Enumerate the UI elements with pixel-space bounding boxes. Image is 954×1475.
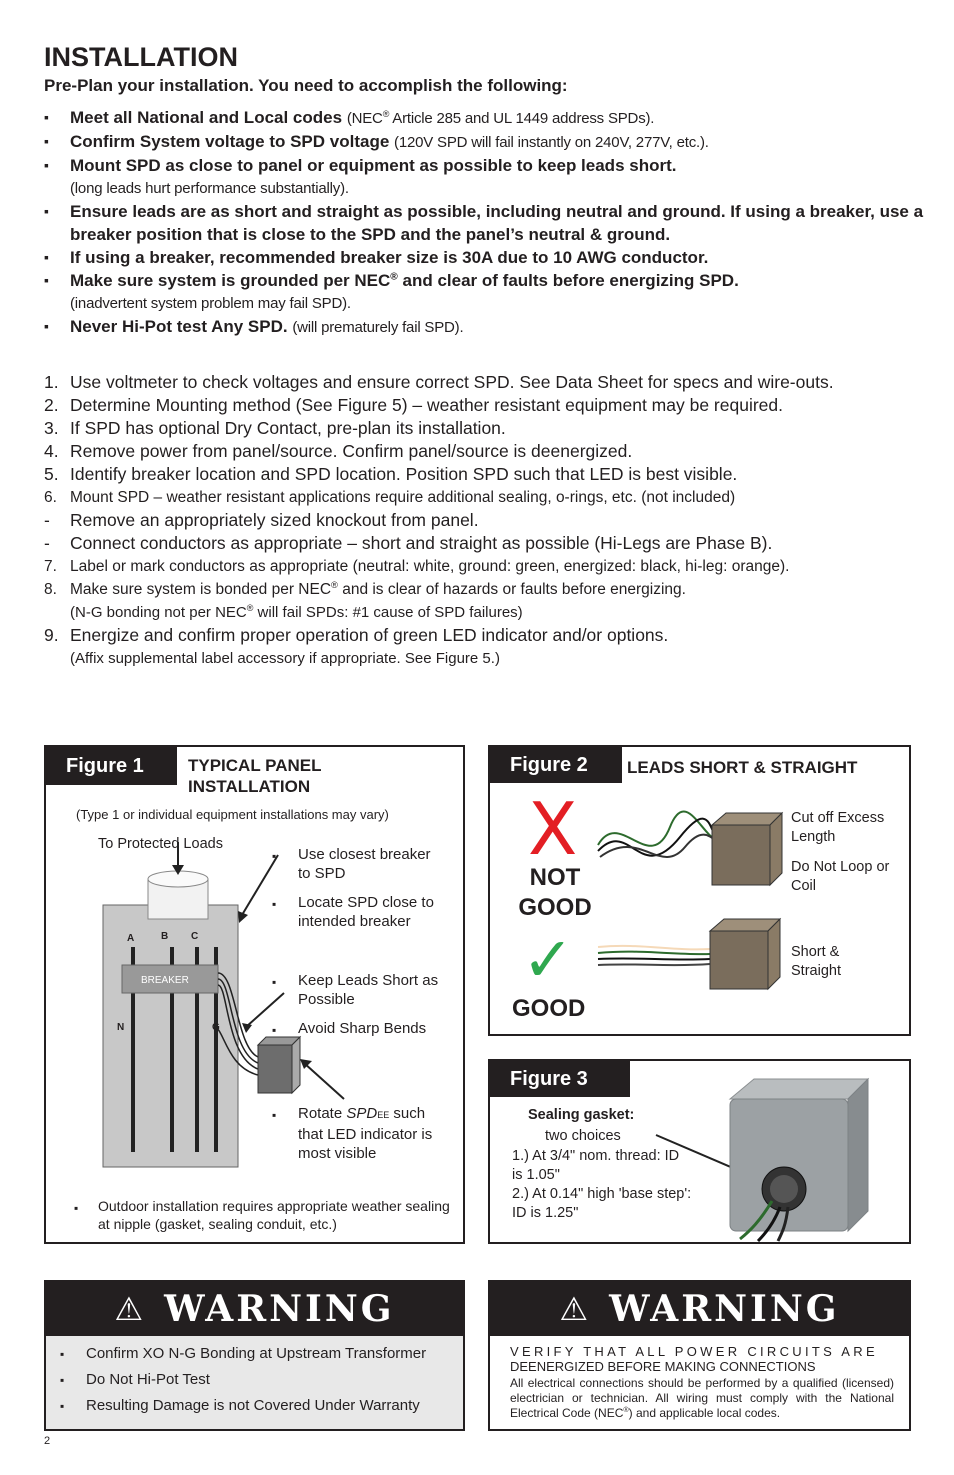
list-item: ▪ Never Hi-Pot test Any SPD. (will prematurely fail SPD). [44,317,464,336]
good-check-icon: ✓ [522,923,574,996]
warning-bar-right: ⚠ WARNING [490,1282,909,1336]
warning-box-left [44,1280,465,1431]
warning-box-right [488,1280,911,1431]
page-number: 2 [44,1435,51,1447]
loads-label: To Protected Loads [98,836,223,852]
figure-2-tab: Figure 2 [490,747,622,783]
step-item: 2. Determine Mounting method (See Figure 5) – weather resistant equipment may be required. [44,395,784,415]
tip-locate-spd: ▪ Locate SPD close to intended breaker [272,894,434,930]
breaker-label: BREAKER [141,975,189,986]
step-item: 5. Identify breaker location and SPD location. Position SPD such that LED is best visible. [44,464,738,484]
gasket-choice-1: 1.) At 3/4" nom. thread: ID is 1.05" [512,1148,680,1183]
list-item: ▪ Ensure leads are as short and straight as possible, including neutral and ground. If using a breaker, use a breaker position that is close to the SPD and the panel’s neutral & ground. [44,202,924,244]
figure-1-panel [44,745,465,1244]
figure-2-panel [488,745,911,1036]
step-item: 3. If SPD has optional Dry Contact, pre-plan its installation. [44,418,506,438]
spd-photo [490,1061,909,1242]
step-item: - Connect conductors as appropriate – short and straight as possible (Hi-Legs are Phase B). [44,533,773,553]
page-title: INSTALLATION [44,42,238,72]
phase-label-b: B [161,931,169,942]
tip-closest-breaker: ▪ Use closest breaker to SPD [272,846,431,882]
good-label: GOOD [512,995,586,1022]
warning-body: All electrical connections should be performed by a qualified (licensed) electrician or technician. All wiring must comply with the National Electrical Code (NEC®) and applicable local codes. [510,1376,894,1420]
phase-label-a: A [127,933,135,944]
not-good-x-icon: X [528,787,578,871]
neutral-label: N [117,1022,125,1033]
warning-deenergized-line: DEENERGIZED BEFORE MAKING CONNECTIONS [510,1359,816,1374]
tip-rotate-spd: ▪ Rotate SPDEE such that LED indicator is most visible [272,1105,433,1162]
list-item: ▪ If using a breaker, recommended breaker size is 30A due to 10 AWG conductor. [44,248,709,267]
step-item: 8. Make sure system is bonded per NEC® and is clear of hazards or faults before energizing. (N-G bonding not per NEC® will fail SPDs: #1 cause of SPD failures) [44,579,686,621]
not-good-label: NOT GOOD [518,864,592,921]
step-item: - Remove an appropriately sized knockout from panel. [44,510,479,530]
figure-2-heading: LEADS SHORT & STRAIGHT [627,758,858,777]
gasket-subtitle: two choices [545,1128,621,1144]
step-item: 9. Energize and confirm proper operation of green LED indicator and/or options. (Affix supplemental label accessory if appropriate. See Figure 5.) [44,625,669,667]
list-item: ▪ Confirm System voltage to SPD voltage (120V SPD will fail instantly on 240V, 277V, etc.). [44,132,709,151]
figure-3-panel [488,1059,911,1244]
gasket-title: Sealing gasket: [528,1107,635,1123]
no-loop-label: Do Not Loop or Coil [791,859,890,894]
tip-sharp-bends: ▪ Avoid Sharp Bends [272,1020,427,1037]
tip-leads-short: ▪ Keep Leads Short as Possible [272,972,439,1008]
list-item: ▪ Mount SPD as close to panel or equipment as possible to keep leads short. (long leads hurt performance substantially). [44,156,677,197]
gasket-choice-2: 2.) At 0.14" high 'base step': ID is 1.25" [512,1186,692,1221]
requirements-list [44,106,924,339]
step-item: 7. Label or mark conductors as appropriate (neutral: white, ground: green, energized: black, hi-leg: orange). [44,558,790,575]
warning-icon: ⚠ [559,1290,592,1328]
warning-item: ▪ Do Not Hi-Pot Test [60,1371,210,1388]
cut-off-label: Cut off Excess Length [791,810,885,845]
figure-1-tab: Figure 1 [46,747,177,785]
warning-verify-line: VERIFY THAT ALL POWER CIRCUITS ARE [510,1344,878,1359]
warning-bar-left: ⚠ WARNING [46,1282,463,1336]
steps-list [44,371,934,670]
figure-1-note: (Type 1 or individual equipment installations may vary) [76,807,389,822]
list-item: ▪ Make sure system is grounded per NEC® and clear of faults before energizing SPD. (inadvertent system problem may fail SPD). [44,271,739,312]
step-item: 1. Use voltmeter to check voltages and ensure correct SPD. See Data Sheet for specs and wire-outs. [44,372,834,392]
list-item: ▪ Meet all National and Local codes (NEC® Article 285 and UL 1449 address SPDs). [44,108,655,127]
figure-1-heading: TYPICAL PANEL INSTALLATION [188,756,322,796]
warning-icon: ⚠ [114,1290,147,1328]
ground-label: G [212,1022,220,1033]
step-item: 4. Remove power from panel/source. Confirm panel/source is deenergized. [44,441,633,461]
outdoor-note: ▪ Outdoor installation requires appropriate weather sealing at nipple (gasket, sealing conduit, etc.) [74,1198,450,1232]
short-straight-label: Short & Straight [791,944,841,979]
warning-item: ▪ Confirm XO N-G Bonding at Upstream Transformer [60,1345,427,1362]
warning-item: ▪ Resulting Damage is not Covered Under Warranty [60,1397,420,1414]
step-item: 6. Mount SPD – weather resistant applications require additional sealing, o-rings, etc. (not included) [44,489,736,506]
figure-3-tab: Figure 3 [490,1061,630,1097]
page-subtitle: Pre-Plan your installation. You need to accomplish the following: [44,76,568,95]
phase-label-c: C [191,931,199,942]
